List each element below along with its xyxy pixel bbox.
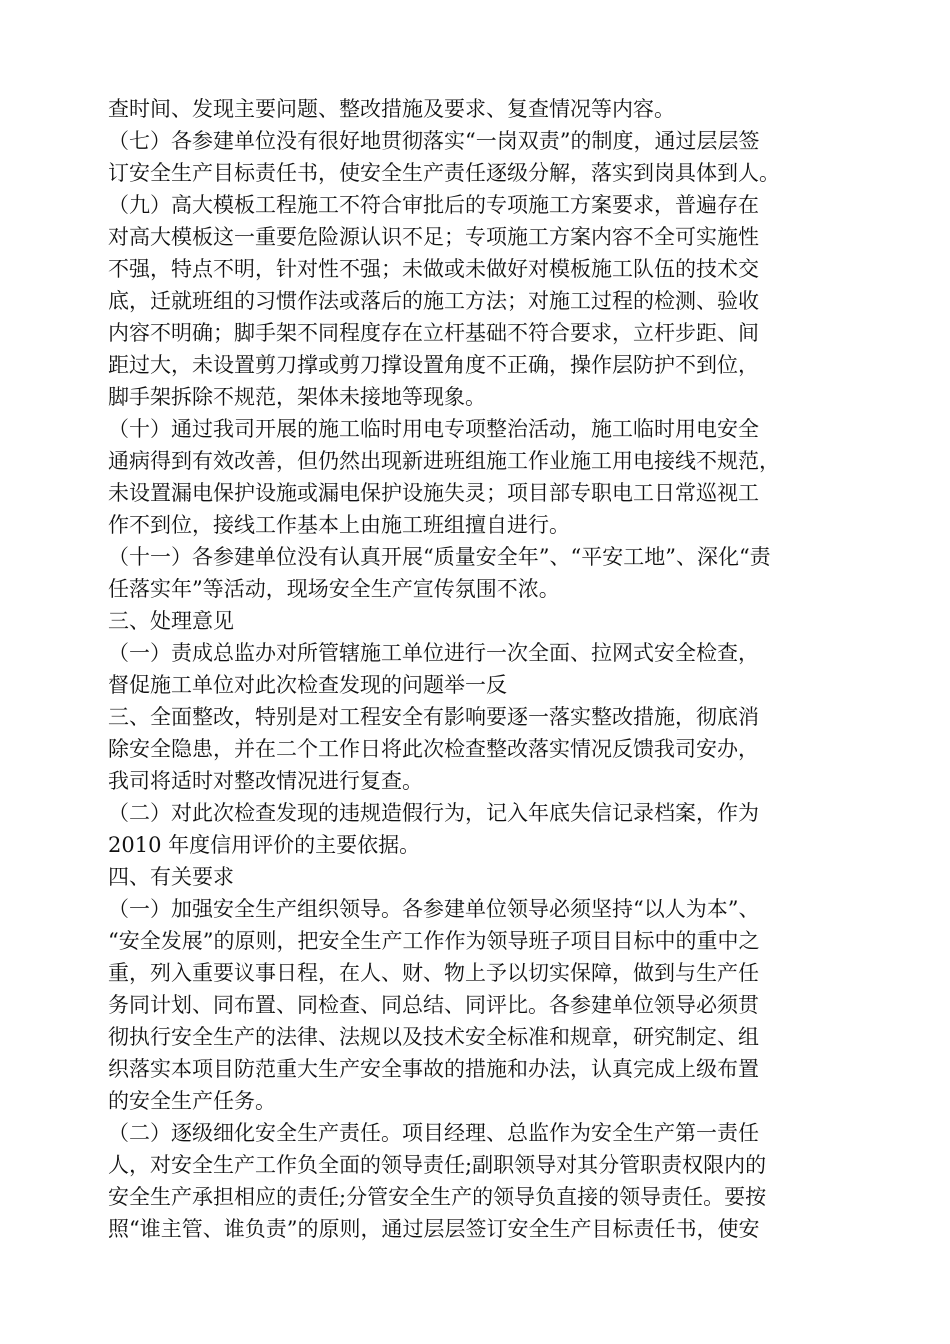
text-line: 未设置漏电保护设施或漏电保护设施失灵；项目部专职电工日常巡视工: [108, 481, 759, 505]
text-line: 人，对安全生产工作负全面的领导责任;副职领导对其分管职责权限内的: [108, 1153, 767, 1177]
text-line: 底，迁就班组的习惯作法或落后的施工方法；对施工过程的检测、验收: [108, 289, 759, 313]
text-line: 织落实本项目防范重大生产安全事故的措施和办法，认真完成上级布置: [108, 1057, 759, 1081]
text-line: （二）对此次检查发现的违规造假行为，记入年底失信记录档案，作为: [108, 801, 759, 825]
text-line: 除安全隐患，并在二个工作日将此次检查整改落实情况反馈我司安办，: [108, 737, 759, 761]
text-line: 内容不明确；脚手架不同程度存在立杆基础不符合要求，立杆步距、间: [108, 321, 759, 345]
text-line: （二）逐级细化安全生产责任。项目经理、总监作为安全生产第一责任: [108, 1121, 759, 1145]
text-line: 查时间、发现主要问题、整改措施及要求、复查情况等内容。: [108, 97, 675, 121]
text-line: 通病得到有效改善，但仍然出现新进班组施工作业施工用电接线不规范，: [108, 449, 780, 473]
text-line: 务同计划、同布置、同检查、同总结、同评比。各参建单位领导必须贯: [108, 993, 759, 1017]
text-line: “安全发展”的原则，把安全生产工作作为领导班子项目目标中的重中之: [108, 929, 760, 953]
text-line: 任落实年”等活动，现场安全生产宣传氛围不浓。: [108, 577, 560, 601]
document-body: [108, 93, 848, 1245]
section-heading: 四、有关要求: [108, 865, 234, 889]
text-line: 我司将适时对整改情况进行复查。: [108, 769, 423, 793]
text-line: 重，列入重要议事日程，在人、财、物上予以切实保障，做到与生产任: [108, 961, 759, 985]
text-line: （一）加强安全生产组织领导。各参建单位领导必须坚持“以人为本”、: [108, 897, 760, 921]
text-line: 不强，特点不明，针对性不强；未做或未做好对模板施工队伍的技术交: [108, 257, 759, 281]
text-line: 彻执行安全生产的法律、法规以及技术安全标准和规章，研究制定、组: [108, 1025, 759, 1049]
text-line: 脚手架拆除不规范，架体未接地等现象。: [108, 385, 486, 409]
text-line: （七）各参建单位没有很好地贯彻落实“一岗双责”的制度，通过层层签: [108, 129, 760, 153]
section-heading: 三、处理意见: [108, 609, 234, 633]
text-line: 2010 年度信用评价的主要依据。: [108, 833, 421, 857]
text-line: 订安全生产目标责任书，使安全生产责任逐级分解，落实到岗具体到人。: [108, 161, 780, 185]
text-line: 照“谁主管、谁负责”的原则，通过层层签订安全生产目标责任书，使安: [108, 1217, 760, 1241]
text-line: 督促施工单位对此次检查发现的问题举一反: [108, 673, 507, 697]
text-line: 距过大，未设置剪刀撑或剪刀撑设置角度不正确，操作层防护不到位，: [108, 353, 759, 377]
text-line: （一）责成总监办对所管辖施工单位进行一次全面、拉网式安全检查，: [108, 641, 759, 665]
text-line: 作不到位，接线工作基本上由施工班组擅自进行。: [108, 513, 570, 537]
text-line: 安全生产承担相应的责任;分管安全生产的领导负直接的领导责任。要按: [108, 1185, 767, 1209]
text-line: （十一）各参建单位没有认真开展“质量安全年”、“平安工地”、深化“责: [108, 545, 771, 569]
text-line: 的安全生产任务。: [108, 1089, 276, 1113]
text-line: 对高大模板这一重要危险源认识不足；专项施工方案内容不全可实施性: [108, 225, 759, 249]
text-line: 三、全面整改，特别是对工程安全有影响要逐一落实整改措施，彻底消: [108, 705, 759, 729]
text-line: （十）通过我司开展的施工临时用电专项整治活动，施工临时用电安全: [108, 417, 759, 441]
text-line: （九）高大模板工程施工不符合审批后的专项施工方案要求，普遍存在: [108, 193, 759, 217]
